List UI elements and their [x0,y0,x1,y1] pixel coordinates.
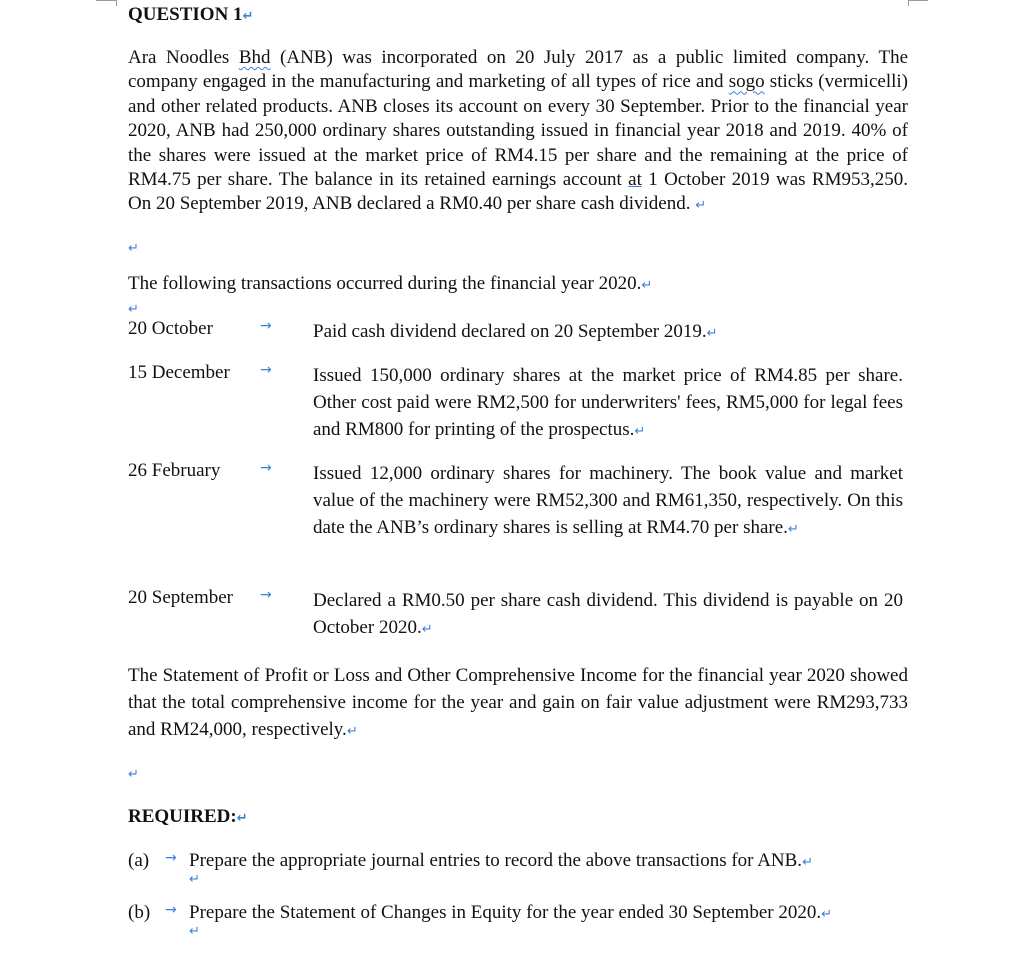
tab-arrow-icon: → [260,460,272,476]
tab-arrow-icon: → [260,587,272,603]
empty-paragraph [128,236,139,258]
transaction-date: 20 September [128,587,234,608]
transaction-date: 15 December [128,362,230,383]
tab-arrow-icon: → [260,362,272,378]
paragraph-mark-icon: ↵ [421,622,433,637]
paragraph-mark-icon: ↵ [189,924,200,939]
requirement-text: Prepare the Statement of Changes in Equity for the year ended 30 September 2020.↵ [189,902,832,923]
spelling-flag: Bhd [238,47,271,68]
paragraph-mark-icon: ↵ [346,724,358,739]
transactions-intro: The following transactions occurred during the financial year 2020.↵ [128,273,653,294]
paragraph-mark-icon: ↵ [236,811,248,826]
tab-arrow-icon: → [165,902,177,918]
page-corner-mark [908,0,928,2]
paragraph-mark-icon: ↵ [706,326,718,341]
grammar-flag: at [628,169,642,191]
transaction-description: Issued 12,000 ordinary shares for machinery. The book value and market value of the machinery were RM52,300 and RM61,350, respectively. On this date the ANB’s ordinary shares is selling at RM4.70 per share.↵ [313,463,903,538]
paragraph-mark-icon: ↵ [128,241,139,256]
page-corner-mark [116,0,118,6]
requirement-text: Prepare the appropriate journal entries to record the above transactions for ANB.↵ [189,850,813,871]
requirement-label: (b) [128,902,151,923]
question-title: QUESTION 1↵ [128,4,254,25]
empty-paragraph [128,297,139,319]
paragraph-mark-icon: ↵ [128,302,139,317]
paragraph-mark-icon: ↵ [189,872,200,887]
transaction-date: 20 October [128,318,213,339]
transaction-description: Declared a RM0.50 per share cash dividend. This dividend is payable on 20 October 2020.↵ [313,590,903,638]
empty-paragraph [128,762,139,784]
spelling-flag: sogo [728,71,765,93]
requirement-label: (a) [128,850,150,871]
page-corner-mark [96,0,116,2]
paragraph-mark-icon: ↵ [695,198,707,214]
tab-arrow-icon: → [260,318,272,334]
paragraph-mark-icon: ↵ [802,855,813,870]
transaction-date: 26 February [128,460,221,481]
tab-arrow-icon: → [165,850,177,866]
paragraph-mark-icon: ↵ [787,522,799,537]
transaction-description: Paid cash dividend declared on 20 September 2019.↵ [313,321,718,342]
income-statement-note: The Statement of Profit or Loss and Other Comprehensive Income for the financial year 2020 showed that the total comprehensive income for the year and gain on fair value adjustment were RM293,733 and RM24,000, respectively.↵ [128,665,908,740]
transaction-description: Issued 150,000 ordinary shares at the market price of RM4.85 per share. Other cost paid were RM2,500 for underwriters' fees, RM5,000 for legal fees and RM800 for printing of the prospectus.↵ [313,365,903,440]
paragraph-mark-icon: ↵ [821,907,832,922]
paragraph-mark-icon: ↵ [128,767,139,782]
intro-paragraph: Ara Noodles Bhd (ANB) was incorporated on 20 July 2017 as a public limited company. The company engaged in the manufacturing and marketing of all types of rice and sogo sticks (vermicelli) and other related products. ANB closes its account on every 30 September. Prior to the financial year 2020, ANB had 250,000 ordinary shares outstanding issued in financial year 2018 and 2019. 40% of the shares were issued at the market price of RM4.15 per share and the remaining at the price of RM4.75 per share. The balance in its retained earnings account at 1 October 2019 was RM953,250. On 20 September 2019, ANB declared a RM0.40 per share cash dividend. ↵ [128,47,909,215]
required-title: REQUIRED:↵ [128,806,248,827]
page-corner-mark [908,0,910,6]
paragraph-mark-icon: ↵ [634,424,646,439]
paragraph-mark-icon: ↵ [641,278,653,293]
paragraph-mark-icon: ↵ [242,9,254,24]
